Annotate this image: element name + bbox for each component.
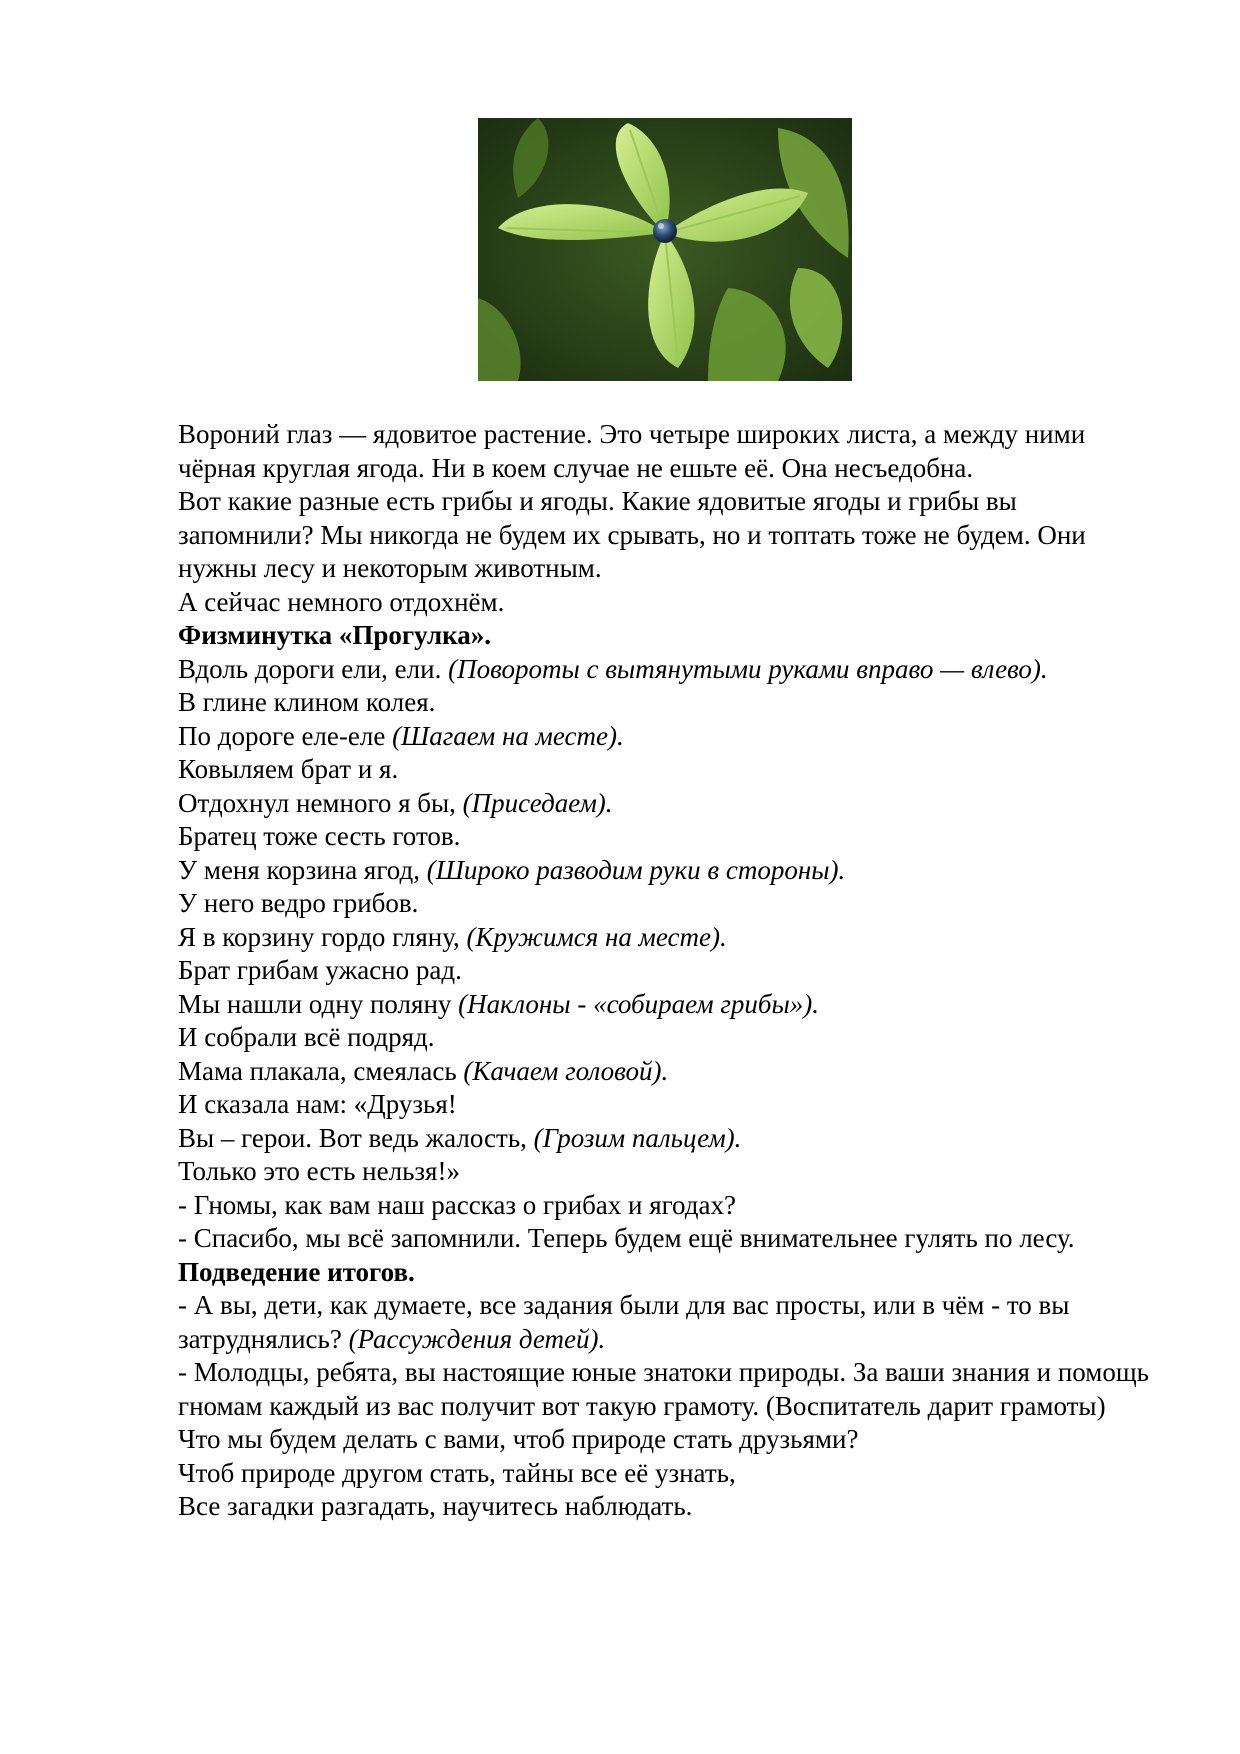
- summary-question-text: - А вы, дети, как думаете, все задания были для вас просты, или в чём - то вы затруднялись?: [178, 1290, 1070, 1354]
- poem-line: [178, 988, 1158, 1022]
- poem-line-note: (Широко разводим руки в стороны).: [426, 854, 846, 885]
- paragraph: Вот какие разные есть грибы и ягоды. Какие ядовитые ягоды и грибы вы запомнили? Мы никогда не будем их срывать, но и топтать тоже не будем. Они нужны лесу и некоторым животным.: [178, 486, 1086, 583]
- poem-line-text: Мы нашли одну поляну: [178, 988, 459, 1019]
- poem-line: [178, 954, 1158, 988]
- poem-line: [178, 753, 1158, 787]
- document-body: [178, 418, 1158, 1524]
- dialog-line: - Спасибо, мы всё запомнили. Теперь будем ещё внимательнее гулять по лесу.: [178, 1223, 1075, 1253]
- poem-line-note: (Качаем головой).: [463, 1055, 669, 1086]
- summary-question: [178, 1289, 1158, 1356]
- poem-line-text: В глине клином колея.: [178, 687, 436, 717]
- poem-line: [178, 1155, 1158, 1189]
- summary-question-note: (Рассуждения детей).: [348, 1323, 606, 1354]
- poem-line: [178, 787, 1158, 821]
- poem-line: [178, 686, 1158, 720]
- poem-line-note: (Шагаем на месте).: [392, 720, 624, 751]
- poem-line-text: Вы – герои. Вот ведь жалость,: [178, 1122, 534, 1153]
- closing-line: Все загадки разгадать, научитесь наблюдать.: [178, 1491, 693, 1521]
- poem-line-text: И собрали всё подряд.: [178, 1022, 435, 1052]
- poem-line-note: (Кружимся на месте).: [466, 921, 727, 952]
- paragraph: Вороний глаз — ядовитое растение. Это четыре широких листа, а между ними чёрная круглая ягода. Ни в коем случае не ешьте её. Она несъедобна.: [178, 419, 1086, 483]
- closing-line: Чтоб природе другом стать, тайны все её узнать,: [178, 1457, 736, 1488]
- poem-line-text: Мама плакала, смеялась: [178, 1055, 464, 1086]
- poem-line-text: Только это есть нельзя!»: [178, 1156, 460, 1186]
- poem-line-text: Братец тоже сесть готов.: [178, 821, 461, 851]
- poem-line-note: (Повороты с вытянутыми руками вправо — влево).: [448, 653, 1048, 684]
- berry-highlight: [658, 223, 664, 229]
- poem-line-text: Я в корзину гордо гляну,: [178, 921, 467, 952]
- poem-line-text: И сказала нам: «Друзья!: [178, 1089, 457, 1119]
- closing-line: Что мы будем делать с вами, чтоб природе стать друзьями?: [178, 1424, 859, 1454]
- poem-line-text: Брат грибам ужасно рад.: [178, 955, 462, 985]
- section-heading-fizminutka: Физминутка «Прогулка».: [178, 620, 492, 650]
- poem-line-note: (Грозим пальцем).: [533, 1122, 742, 1153]
- poem-line: [178, 653, 1158, 687]
- dialog-line: - Гномы, как вам наш рассказ о грибах и ягодах?: [178, 1189, 736, 1220]
- poem-line-note: (Наклоны - «собираем грибы»).: [458, 988, 820, 1019]
- poem-line: [178, 820, 1158, 854]
- summary-praise: - Молодцы, ребята, вы настоящие юные знатоки природы. За ваши знания и помощь гномам каждый из вас получит вот такую грамоту. (Воспитатель дарит грамоты): [178, 1357, 1149, 1421]
- poem-line: [178, 1122, 1158, 1156]
- paragraph: А сейчас немного отдохнём.: [178, 586, 505, 617]
- poem-line: [178, 720, 1158, 754]
- poem-line-text: По дороге еле-еле: [178, 720, 393, 751]
- raven-eye-plant-photo: [478, 118, 852, 381]
- poem-line-text: У меня корзина ягод,: [178, 854, 427, 885]
- poem-line: [178, 1021, 1158, 1055]
- section-heading-summary: Подведение итогов.: [178, 1256, 415, 1287]
- poem-line-text: У него ведро грибов.: [178, 888, 419, 918]
- poem-line-text: Отдохнул немного я бы,: [178, 787, 463, 818]
- poem-line-note: (Приседаем).: [462, 787, 613, 818]
- poem-line-text: Вдоль дороги ели, ели.: [178, 653, 449, 684]
- poem-line: [178, 854, 1158, 888]
- poem: [178, 653, 1158, 1189]
- poem-line: [178, 1088, 1158, 1122]
- plant-berry: [653, 219, 677, 243]
- poem-line-text: Ковыляем брат и я.: [178, 754, 399, 784]
- poem-line: [178, 1055, 1158, 1089]
- poem-line: [178, 887, 1158, 921]
- poem-line: [178, 921, 1158, 955]
